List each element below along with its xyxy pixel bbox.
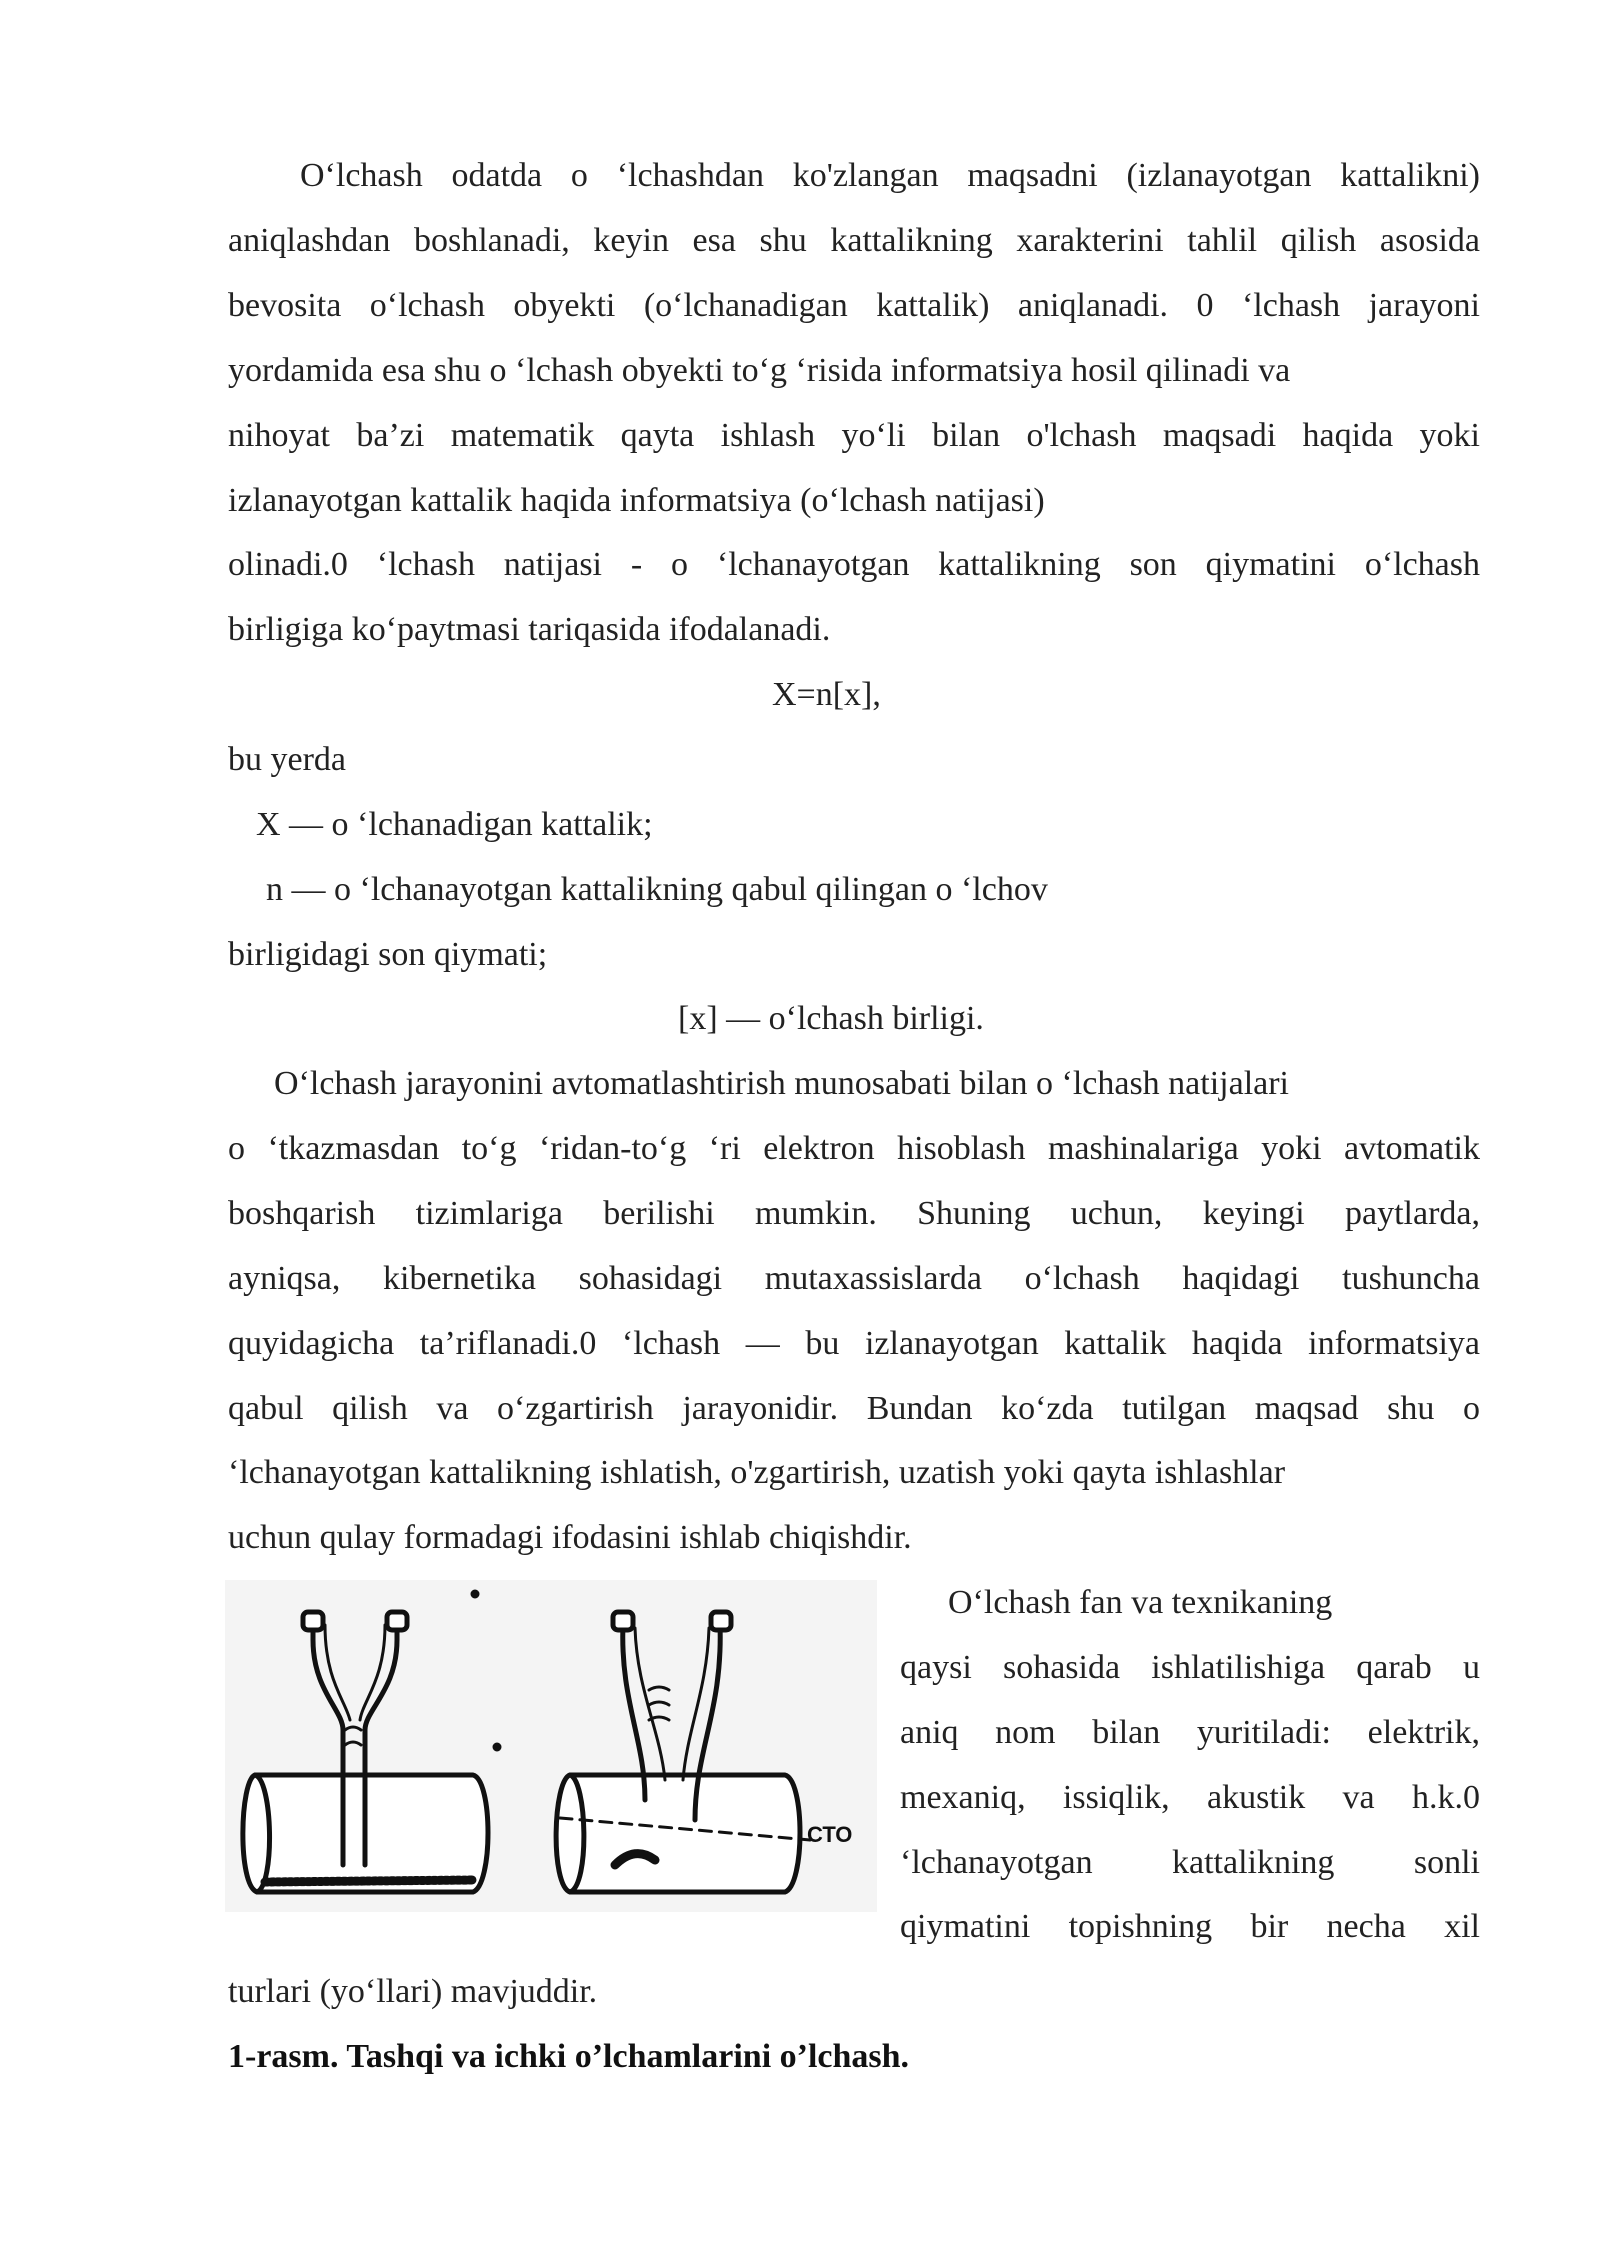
text-line: birligiga ko‘paytmasi tariqasida ifodalanadi. (228, 611, 831, 648)
text-line: bevosita o‘lchash obyekti (o‘lchanadigan kattalik) aniqlanadi. 0 ‘lchash jarayoni (228, 287, 1480, 324)
text-line: bu yerda (228, 741, 347, 778)
text-line: aniqlashdan boshlanadi, keyin esa shu kattalikning xarakterini tahlil qilish asosida (228, 222, 1480, 259)
text-line: o ‘tkazmasdan to‘g ‘ridan-to‘g ‘ri elektron hisoblash mashinalariga yoki avtomatik (228, 1130, 1480, 1167)
figure-caption: 1-rasm. Tashqi va ichki o’lchamlarini o’lchash. (228, 2038, 910, 2075)
text-line: ayniqsa, kibernetika sohasidagi mutaxassislarda o‘lchash haqidagi tushuncha (228, 1260, 1480, 1297)
text-line: qiymatini topishning bir necha xil (900, 1908, 1480, 1945)
text-line: qabul qilish va o‘zgartirish jarayonidir. Bundan ko‘zda tutilgan maqsad shu o (228, 1390, 1480, 1427)
text-line: O‘lchash jarayonini avtomatlashtirish munosabati bilan o ‘lchash natijalari (274, 1065, 1290, 1102)
inner-gauge-illustration (473, 1592, 810, 1892)
definition-line: [x] — o‘lchash birligi. (678, 1000, 984, 1037)
text-line: O‘lchash fan va texnikaning (948, 1584, 1333, 1621)
text-line: boshqarish tizimlariga berilishi mumkin. Shuning uchun, keyingi paytlarda, (228, 1195, 1480, 1232)
text-line: olinadi.0 ‘lchash natijasi - o ‘lchanayotgan kattalikning son qiymatini o‘lchash (228, 546, 1480, 583)
text-line: nihoyat ba’zi matematik qayta ishlash yo‘li bilan o'lchash maqsadi haqida yoki (228, 417, 1480, 454)
text-line: mexaniq, issiqlik, akustik va h.k.0 (900, 1779, 1480, 1816)
text-line: qaysi sohasida ishlatilishiga qarab u (900, 1649, 1480, 1686)
outer-gauge-illustration (243, 1612, 488, 1892)
text-line: quyidagicha ta’riflanadi.0 ‘lchash — bu izlanayotgan kattalik haqida informatsiya (228, 1325, 1480, 1362)
text-line: aniq nom bilan yuritiladi: elektrik, (900, 1714, 1480, 1751)
text-line: ‘lchanayotgan kattalikning sonli (900, 1844, 1480, 1881)
figure-label: СТО (807, 1822, 853, 1847)
text-line: turlari (yo‘llari) mavjuddir. (228, 1973, 598, 2010)
definition-line: birligidagi son qiymati; (228, 936, 548, 973)
measurement-figure (225, 1580, 877, 1912)
definition-line: X — o ‘lchanadigan kattalik; (256, 806, 653, 843)
text-line: izlanayotgan kattalik haqida informatsiya (o‘lchash natijasi) (228, 482, 1045, 519)
text-line: uchun qulay formadagi ifodasini ishlab chiqishdir. (228, 1519, 912, 1556)
formula: X=n[x], (772, 676, 881, 713)
definition-line: n — o ‘lchanayotgan kattalikning qabul qilingan o ‘lchov (266, 871, 1048, 908)
text-line: ‘lchanayotgan kattalikning ishlatish, o'zgartirish, uzatish yoki qayta ishlashlar (228, 1454, 1286, 1491)
text-line: yordamida esa shu o ‘lchash obyekti to‘g ‘risida informatsiya hosil qilinadi va (228, 352, 1291, 389)
text-line: O‘lchash odatda o ‘lchashdan ko'zlangan maqsadni (izlanayotgan kattalikni) (300, 157, 1480, 194)
